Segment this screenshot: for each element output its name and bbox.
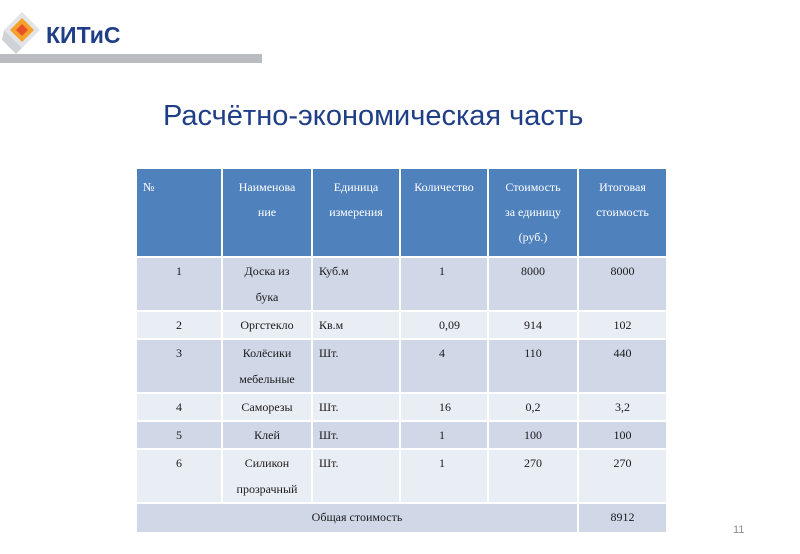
table-row xyxy=(136,393,667,421)
cell-unit: Шт. xyxy=(312,421,400,449)
header-name: Наименова ние xyxy=(222,168,312,257)
header-bar xyxy=(0,54,262,63)
cell-total-price: 270 xyxy=(578,449,667,503)
cell-unit: Шт. xyxy=(312,393,400,421)
cell-unit: Куб.м xyxy=(312,257,400,311)
cell-total-price: 8000 xyxy=(578,257,667,311)
cost-table xyxy=(135,167,668,534)
total-value: 8912 xyxy=(578,503,667,533)
header-unit-price: Стоимость за единицу (руб.) xyxy=(488,168,578,257)
cell-name: Клей xyxy=(222,421,312,449)
table-total-row xyxy=(136,503,667,533)
header-total-price: Итоговая стоимость xyxy=(578,168,667,257)
cell-number: 3 xyxy=(136,339,222,393)
cell-quantity: 0,09 xyxy=(400,311,488,339)
header-quantity: Количество xyxy=(400,168,488,257)
cell-total-price: 440 xyxy=(578,339,667,393)
cell-number: 2 xyxy=(136,311,222,339)
table-row xyxy=(136,257,667,311)
cell-number: 6 xyxy=(136,449,222,503)
cell-number: 4 xyxy=(136,393,222,421)
cell-total-price: 3,2 xyxy=(578,393,667,421)
table-row xyxy=(136,311,667,339)
logo-mark-icon xyxy=(2,10,46,56)
table-row xyxy=(136,421,667,449)
logo-text: КИТиС xyxy=(46,22,121,48)
table-header-row xyxy=(136,168,667,257)
cell-name: Колёсики мебельные xyxy=(222,339,312,393)
cell-name: Саморезы xyxy=(222,393,312,421)
cell-quantity: 16 xyxy=(400,393,488,421)
cell-unit-price: 270 xyxy=(488,449,578,503)
cell-quantity: 4 xyxy=(400,339,488,393)
cell-total-price: 102 xyxy=(578,311,667,339)
cell-unit: Кв.м xyxy=(312,311,400,339)
cell-quantity: 1 xyxy=(400,421,488,449)
cell-unit-price: 0,2 xyxy=(488,393,578,421)
cell-unit-price: 110 xyxy=(488,339,578,393)
cell-unit-price: 8000 xyxy=(488,257,578,311)
header-number: № xyxy=(136,168,222,257)
cell-unit-price: 914 xyxy=(488,311,578,339)
page-title: Расчётно-экономическая часть xyxy=(163,100,584,132)
table-row xyxy=(136,449,667,503)
total-label: Общая стоимость xyxy=(136,503,578,533)
cell-number: 1 xyxy=(136,257,222,311)
table-row xyxy=(136,339,667,393)
cell-unit: Шт. xyxy=(312,449,400,503)
cell-number: 5 xyxy=(136,421,222,449)
slide-number: 11 xyxy=(733,524,745,536)
cell-name: Силикон прозрачный xyxy=(222,449,312,503)
cell-name: Оргстекло xyxy=(222,311,312,339)
cell-unit: Шт. xyxy=(312,339,400,393)
cell-quantity: 1 xyxy=(400,257,488,311)
cell-name: Доска из бука xyxy=(222,257,312,311)
header-unit: Единица измерения xyxy=(312,168,400,257)
cell-unit-price: 100 xyxy=(488,421,578,449)
cell-quantity: 1 xyxy=(400,449,488,503)
cell-total-price: 100 xyxy=(578,421,667,449)
